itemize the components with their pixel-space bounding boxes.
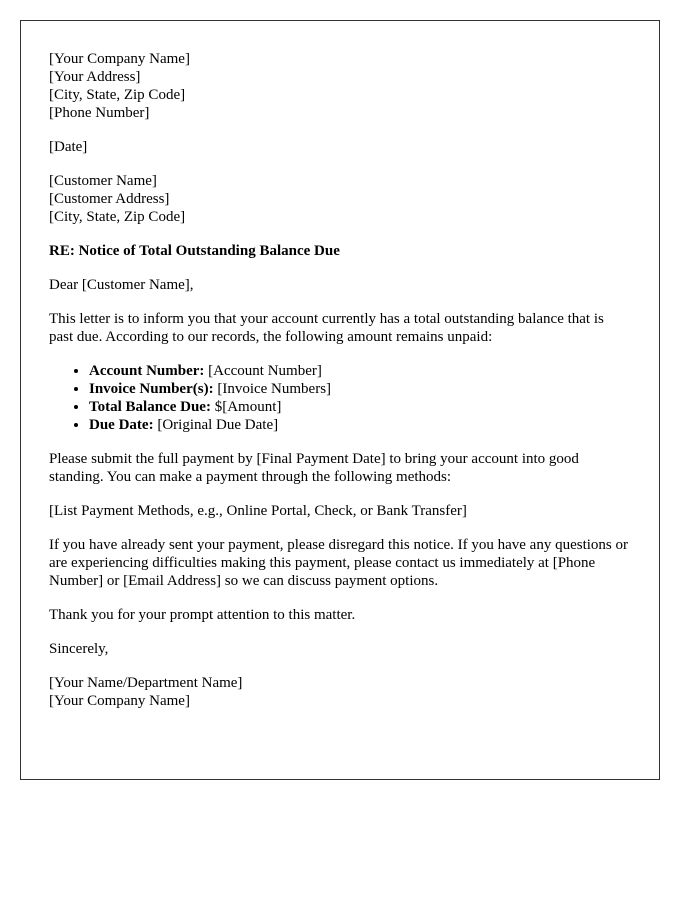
thanks-paragraph: Thank you for your prompt attention to this matter. [49, 607, 356, 623]
recipient-city-state-zip: [City, State, Zip Code] [49, 209, 186, 225]
detail-label: Total Balance Due: [89, 399, 211, 415]
detail-value: [Account Number] [204, 363, 322, 379]
sender-phone: [Phone Number] [49, 105, 150, 121]
list-item [89, 416, 631, 434]
subject-line: RE: Notice of Total Outstanding Balance Due [49, 243, 340, 259]
sender-city-state-zip: [City, State, Zip Code] [49, 87, 186, 103]
list-item [89, 380, 631, 398]
detail-value: $[Amount] [210, 399, 282, 415]
closing: Sincerely, [49, 641, 109, 657]
recipient-address: [Customer Address] [49, 191, 170, 207]
contact-note-paragraph: If you have already sent your payment, please disregard this notice. If you have any questions or are experiencing difficulties making this payment, please contact us immediately at [Phone Number] or [Email Address] so we can discuss payment options. [49, 537, 628, 589]
list-item [89, 398, 631, 416]
detail-label: Invoice Number(s): [89, 381, 214, 397]
account-details-list [49, 362, 631, 434]
detail-label: Due Date: [89, 417, 154, 433]
letter-date: [Date] [49, 139, 88, 155]
signature-name: [Your Name/Department Name] [49, 675, 243, 691]
payment-methods-paragraph: [List Payment Methods, e.g., Online Portal, Check, or Bank Transfer] [49, 503, 467, 519]
intro-paragraph: This letter is to inform you that your account currently has a total outstanding balance that is past due. According to our records, the following amount remains unpaid: [49, 311, 604, 345]
list-item [89, 362, 631, 380]
recipient-name: [Customer Name] [49, 173, 157, 189]
detail-value: [Original Due Date] [153, 417, 279, 433]
signature-company: [Your Company Name] [49, 693, 190, 709]
payment-request-paragraph: Please submit the full payment by [Final Payment Date] to bring your account into good standing. You can make a payment through the following methods: [49, 451, 579, 485]
sender-block [49, 50, 631, 122]
recipient-block [49, 172, 631, 226]
detail-value: [Invoice Numbers] [213, 381, 332, 397]
signature-block [49, 674, 631, 710]
salutation: Dear [Customer Name], [49, 277, 194, 293]
detail-label: Account Number: [89, 363, 205, 379]
letter-page [20, 20, 660, 780]
sender-company-name: [Your Company Name] [49, 51, 190, 67]
sender-address: [Your Address] [49, 69, 141, 85]
